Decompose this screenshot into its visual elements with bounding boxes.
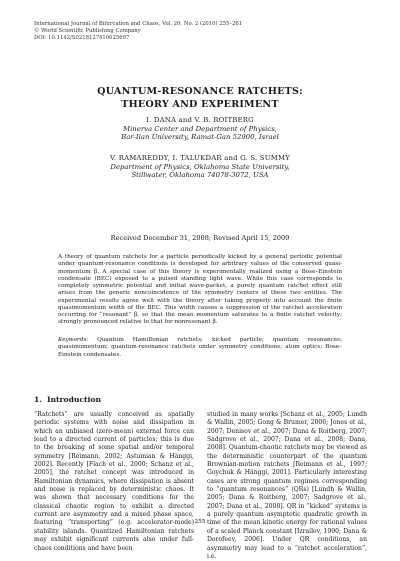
journal-header [34,21,242,43]
page-number: 255 [194,519,206,525]
author-names: V. RAMAREDDY, I. TALUKDAR and G. S. SUMMY [109,154,290,162]
paper-title [0,86,400,111]
author-group-2 [0,154,400,180]
section-heading [34,395,101,404]
abstract [58,254,342,327]
title-line-2: THEORY AND EXPERIMENT [121,98,279,110]
author-names: I. DANA and V. B. ROITBERG [146,116,254,124]
author-group-1 [0,116,400,142]
affiliation-line: Stillwater, Oklahoma 74078-3072, USA [131,171,269,180]
affiliation-line: Department of Physics, Oklahoma State University, [110,162,290,171]
body-column-right [207,411,367,561]
section-number: 1. [34,395,42,404]
keywords-text: Quantum Hamiltonian ratchets; kicked particle; quantum resonances; quasimomentum; quantum-resonance ratchets under symmetry conditions; atom optics; Bose–Einstein condensates. [58,337,343,358]
keywords [58,337,342,359]
affiliation-line: Bar-Ilan University, Ramat-Gan 52900, Israel [121,133,279,142]
keywords-label: Keywords: [58,337,89,343]
body-column-left [34,411,194,553]
abstract-text: A theory of quantum ratchets for a particle periodically kicked by a general periodic potential under quantum-resonance conditions is developed for arbitrary values of the conserved quasi-momentum β. A special case of this theory is experimentally realized using a Bose–Einstein condensate (BEC) exposed to a pulsed standing light wave. While this case corresponds to completely symmetric potential and initial wave-packet, a purely quantum ratchet effect still arises from the generic noncoincidence of the symmetry centers of these two entities. The experimental results agree well with the theory after taking properly into account the finite quasimomentum width of the BEC. This width causes a suppression of the ratchet acceleration occurring for “resonant” β, so that the mean momentum saturates to a finite ratchet velocity; strongly pronounced relative to that for nonresonant β. [58,254,342,326]
publisher-copyright: © World Scientific Publishing Company [34,28,141,35]
body-paragraph: “Ratchets” are usually conceived as spatially periodic systems with noise and dissipation in which an unbiased (zero-mean) external force can lead to a directed current of particles; this is due to the breaking of some spatial and/or temporal symmetry [Reimann, 2002; Astumian & Hänggi, 2002]. Recently [Flach et al., 2000; Schanz et al., 2005], the ratchet concept was introduced in Hamiltonian dynamics, where dissipation is absent and noise is replaced by deterministic chaos. It was shown that necessary conditions for the classical chaotic region to exhibit a directed current are asymmetry and a mixed phase space, featuring “transporting” (e.g. accelerator-mode) stability islands. Quantized Hamiltonian ratchets may exhibit significant currents also under full-chaos conditions and have been [34,411,194,552]
affiliation-line: Minerva Center and Department of Physics, [123,124,277,133]
title-line-1: QUANTUM-RESONANCE RATCHETS: [97,86,303,97]
body-paragraph: studied in many works [Schanz et al., 2005; Lundh & Wallin, 2005; Gong & Brumer, 2006; Jones et al., 2007; Denisov et al., 2007; Dana & Roitberg, 2007; Sadgrove et al., 2007; Dana et al., 2008; Dana, 2008]. Quantum-chaotic ratchets may be viewed as the deterministic counterpart of the quantum Brownian-motion ratchets [Reimann et al., 1997; Goychuk & Hänggi, 2001]. Particularly interesting cases are strong quantum regimes corresponding to “quantum resonances” (QRs) [Lundh & Wallin, 2005; Dana & Roitberg, 2007; Sadgrove et al., 2007; Dana et al., 2008]. QR in “kicked” systems is a purely quantum asymptotic quadratic growth in time of the mean kinetic energy for rational values of a scaled Planck constant [Izrailev, 1990; Dana & Dorofeev, 2006]. Under QR conditions, an asymmetry may lead to a “ratchet acceleration”, i.e. [207,411,367,560]
journal-citation: International Journal of Bifurcation and Chaos, Vol. 20, No. 2 (2010) 255–261 [34,21,243,27]
received-dates: Received December 31, 2008; Revised April 15, 2009 [110,234,290,242]
doi: DOI: 10.1142/S0218127410025697 [34,35,130,42]
section-title: Introduction [46,395,102,404]
